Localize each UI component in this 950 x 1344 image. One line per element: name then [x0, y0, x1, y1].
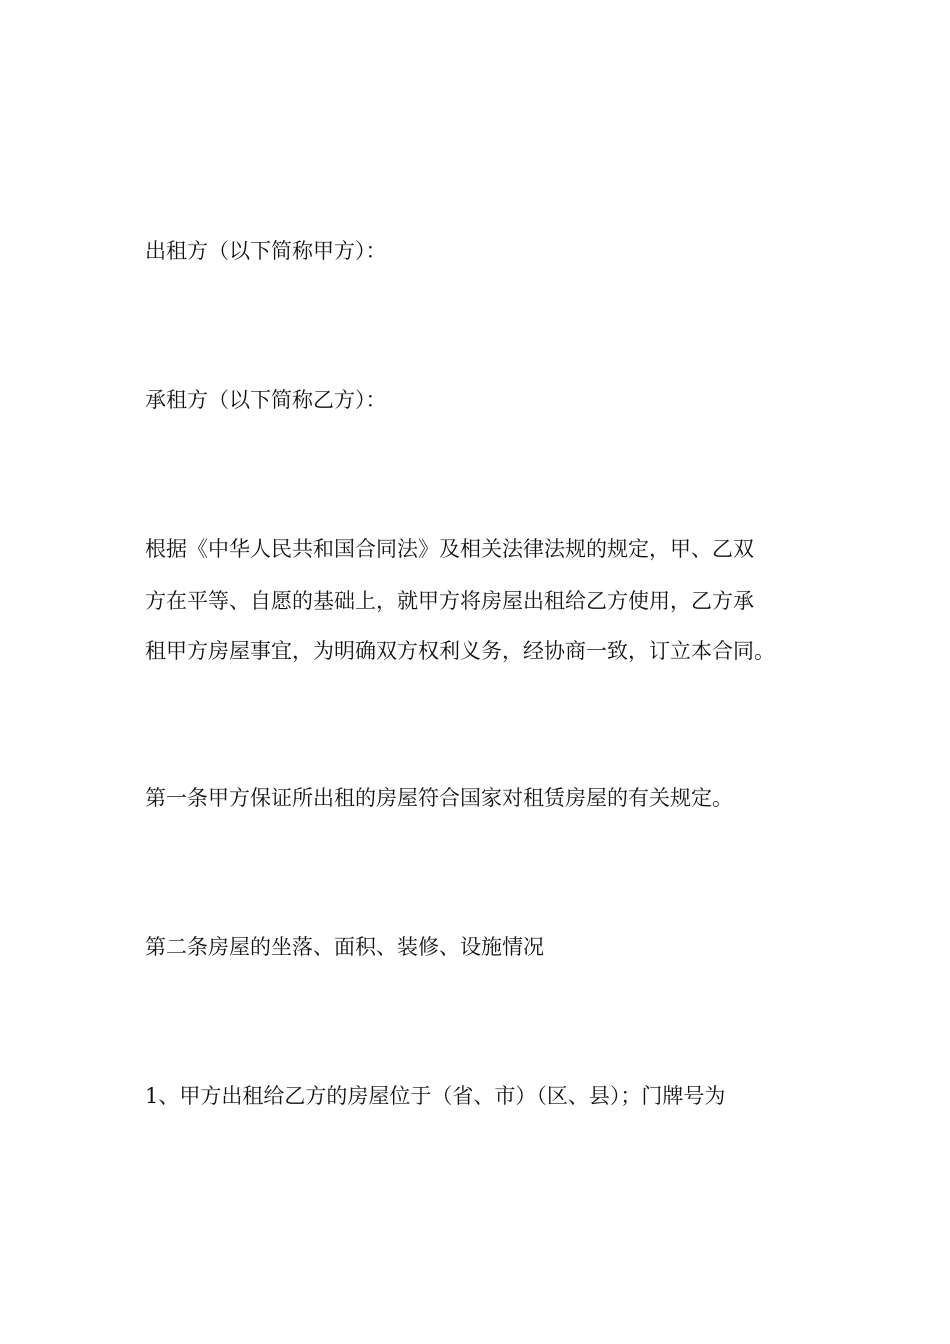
lessor-line: 出租方（以下简称甲方）： — [145, 239, 387, 263]
clause-1: 1、甲方出租给乙方的房屋位于（省、市）（区、县）；门牌号为 — [145, 1084, 726, 1108]
preamble-line-3: 租甲方房屋事宜，为明确双方权利义务，经协商一致，订立本合同。 — [145, 639, 775, 663]
preamble-line-2: 方在平等、自愿的基础上，就甲方将房屋出租给乙方使用，乙方承 — [145, 589, 754, 613]
preamble-line-1: 根据《中华人民共和国合同法》及相关法律法规的规定，甲、乙双 — [145, 537, 754, 561]
article-1: 第一条甲方保证所出租的房屋符合国家对租赁房屋的有关规定。 — [145, 786, 733, 810]
lessee-line: 承租方（以下简称乙方）： — [145, 388, 387, 412]
article-2: 第二条房屋的坐落、面积、装修、设施情况 — [145, 935, 544, 959]
